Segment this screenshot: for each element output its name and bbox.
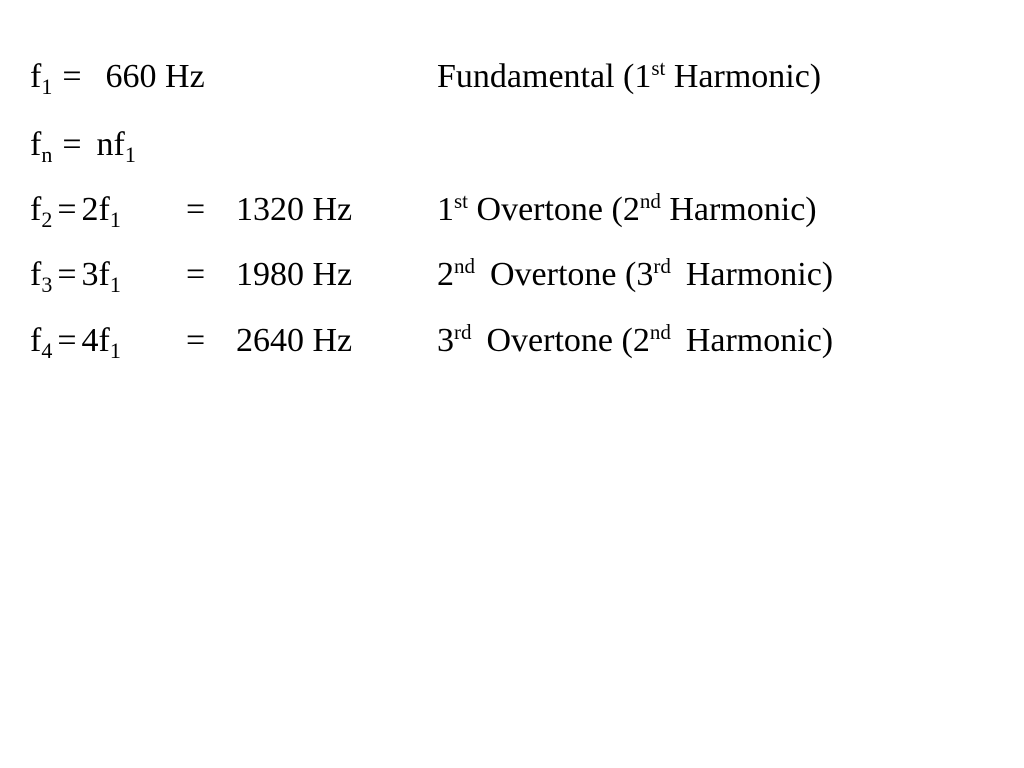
overtone-3-harmonic-superscript: nd — [649, 320, 671, 344]
f2-value: 1320 Hz — [236, 191, 353, 228]
f3-expression: 3f — [81, 256, 110, 293]
f3-equals: = — [57, 256, 77, 293]
fundamental-harmonic: Harmonic) — [665, 58, 822, 95]
fn-base: f — [30, 126, 42, 163]
f2-equals-2: = — [186, 191, 206, 228]
fn-expression: nf — [96, 126, 125, 163]
overtone-3-harmonic: Harmonic) — [685, 322, 834, 359]
equation-line-1 — [30, 56, 990, 100]
f4-base: f — [30, 322, 42, 359]
f4-equals-2: = — [186, 322, 206, 359]
overtone-1-text: Overtone (2 — [468, 191, 640, 228]
rhs-1 — [437, 56, 822, 95]
overtone-1-harmonic: Harmonic) — [660, 191, 817, 228]
f2-expression-subscript: 1 — [109, 207, 121, 232]
f2-subscript: 2 — [41, 207, 53, 232]
f3-expression-subscript: 1 — [109, 272, 121, 297]
fn-equals: = — [62, 126, 82, 163]
overtone-2-harmonic: Harmonic) — [685, 256, 834, 293]
rhs-4 — [437, 254, 834, 293]
fn-subscript: n — [41, 142, 53, 167]
f3-value: 1980 Hz — [236, 256, 353, 293]
lhs-1 — [30, 58, 205, 99]
overtone-3-number: 3 — [437, 322, 454, 359]
equation-line-2 — [30, 128, 430, 168]
fundamental-text: Fundamental (1 — [437, 58, 652, 95]
f1-equals: = — [62, 58, 82, 95]
fundamental-superscript: st — [651, 56, 666, 80]
equation-line-3 — [30, 189, 990, 233]
f3-equals-2: = — [186, 256, 206, 293]
f1-base: f — [30, 58, 42, 95]
overtone-1-harmonic-superscript: nd — [639, 189, 661, 213]
rhs-3 — [437, 189, 817, 228]
overtone-2-text: Overtone (3 — [490, 256, 654, 293]
lhs-2 — [30, 126, 136, 167]
lhs-4 — [30, 256, 121, 297]
lhs-3 — [30, 191, 121, 232]
f2-expression: 2f — [81, 191, 110, 228]
overtone-1-number: 1 — [437, 191, 454, 228]
f4-value: 2640 Hz — [236, 322, 353, 359]
rhs-5 — [437, 320, 834, 359]
f3-base: f — [30, 256, 42, 293]
overtone-3-text: Overtone (2 — [486, 322, 650, 359]
f2-base: f — [30, 191, 42, 228]
f4-subscript: 4 — [41, 338, 53, 363]
equation-line-4 — [30, 254, 990, 298]
equation-line-5 — [30, 320, 990, 364]
f1-value: 660 Hz — [105, 58, 205, 95]
overtone-2-number: 2 — [437, 256, 454, 293]
overtone-2-harmonic-superscript: rd — [653, 254, 671, 278]
f1-subscript: 1 — [41, 74, 53, 99]
overtone-2-superscript: nd — [454, 254, 475, 278]
lhs-5 — [30, 322, 121, 363]
overtone-1-superscript: st — [454, 189, 469, 213]
overtone-3-superscript: rd — [454, 320, 472, 344]
fn-expression-subscript: 1 — [124, 142, 136, 167]
f4-expression-subscript: 1 — [109, 338, 121, 363]
f3-subscript: 3 — [41, 272, 53, 297]
f4-expression: 4f — [81, 322, 110, 359]
f2-equals: = — [57, 191, 77, 228]
f4-equals: = — [57, 322, 77, 359]
